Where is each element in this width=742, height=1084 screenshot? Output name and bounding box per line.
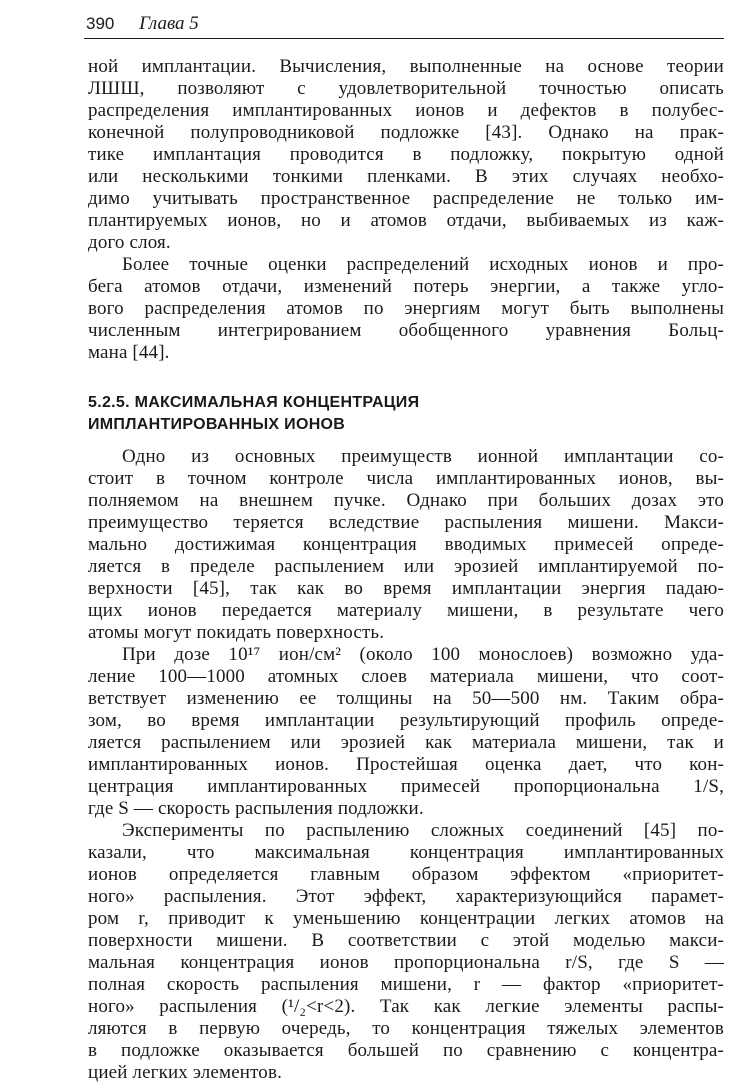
section-heading <box>88 392 728 436</box>
page-number: 390 <box>86 14 115 33</box>
text-line: При дозе 10¹⁷ ион/см² (около 100 монослоев) возможно уда- <box>122 644 724 665</box>
text-line: полная скорость распыления мишени, r — фактор «приоритет- <box>88 974 724 995</box>
text-line: имплантированных ионов. Простейшая оценка дает, что кон- <box>88 754 724 775</box>
text-line: ного» распыления (¹/₂<r<2). Так как легкие элементы распы- <box>88 996 724 1017</box>
text-line: ионов определяется главным образом эффектом «приоритет- <box>88 864 724 885</box>
text-line: распределения имплантированных ионов и дефектов в полубес- <box>88 100 724 121</box>
text-line: ляется в пределе распылением или эрозией имплантируемой по- <box>88 556 724 577</box>
text-line: ляется распылением или эрозией как материала мишени, так и <box>88 732 724 753</box>
text-line: мана [44]. <box>88 342 170 363</box>
text-block-section <box>88 446 724 1084</box>
text-line: вого распределения атомов по энергиям могут быть выполнены <box>88 298 724 319</box>
text-line: дого слоя. <box>88 232 171 253</box>
text-line: ной имплантации. Вычисления, выполненные на основе теории <box>88 56 724 77</box>
text-line: ром r, приводит к уменьшению концентрации легких атомов на <box>88 908 724 929</box>
chapter-title: Глава 5 <box>139 13 199 34</box>
text-line: ление 100—1000 атомных слоев материала мишени, что соот- <box>88 666 724 687</box>
text-line: Одно из основных преимуществ ионной имплантации со- <box>122 446 724 467</box>
text-line: цией легких элементов. <box>88 1062 282 1083</box>
text-line: ЛШШ, позволяют с удовлетворительной точностью описать <box>88 78 724 99</box>
text-line: преимущество теряется вследствие распыления мишени. Макси- <box>88 512 724 533</box>
text-line: зом, во время имплантации результирующий профиль опреде- <box>88 710 724 731</box>
text-line: ного» распыления. Этот эффект, характеризующийся парамет- <box>88 886 724 907</box>
text-line: Эксперименты по распылению сложных соединений [45] по- <box>122 820 724 841</box>
text-line: полняемом на внешнем пучке. Однако при больших дозах это <box>88 490 724 511</box>
section-heading-line-2: ИМПЛАНТИРОВАННЫХ ИОНОВ <box>88 416 346 433</box>
text-line: тике имплантация проводится в подложку, покрытую одной <box>88 144 724 165</box>
text-line: димо учитывать пространственное распределение не только им- <box>88 188 724 209</box>
text-line: мальная концентрация ионов пропорциональна r/S, где S — <box>88 952 724 973</box>
text-line: численным интегрированием обобщенного уравнения Больц- <box>88 320 724 341</box>
text-line: или несколькими тонкими пленками. В этих случаях необхо- <box>88 166 724 187</box>
text-line: поверхности мишени. В соответствии с этой моделью макси- <box>88 930 724 951</box>
section-heading-line-1: 5.2.5. МАКСИМАЛЬНАЯ КОНЦЕНТРАЦИЯ <box>88 394 420 411</box>
header-rule <box>84 38 724 39</box>
text-line: щих ионов передается материалу мишени, в результате чего <box>88 600 724 621</box>
text-line: мально достижимая концентрация вводимых примесей опреде- <box>88 534 724 555</box>
text-line: конечной полупроводниковой подложке [43]. Однако на прак- <box>88 122 724 143</box>
text-line: атомы могут покидать поверхность. <box>88 622 385 643</box>
text-line: плантируемых ионов, но и атомов отдачи, выбиваемых из каж- <box>88 210 724 231</box>
running-head <box>86 12 199 36</box>
text-line: в подложке оказывается большей по сравнению с концентра- <box>88 1040 724 1061</box>
text-line: бега атомов отдачи, изменений потерь энергии, а также угло- <box>88 276 724 297</box>
text-line: верхности [45], так как во время имплантации энергия падаю- <box>88 578 724 599</box>
text-line: где S — скорость распыления подложки. <box>88 798 424 819</box>
text-line: стоит в точном контроле числа имплантированных ионов, вы- <box>88 468 724 489</box>
text-line: ляются в первую очередь, то концентрация тяжелых элементов <box>88 1018 724 1039</box>
text-line: казали, что максимальная концентрация имплантированных <box>88 842 724 863</box>
text-line: центрация имплантированных примесей пропорциональна 1/S, <box>88 776 724 797</box>
text-line: Более точные оценки распределений исходных ионов и про- <box>122 254 724 275</box>
text-block-intro <box>88 56 724 364</box>
text-line: ветствует изменению ее толщины на 50—500 нм. Таким обра- <box>88 688 724 709</box>
